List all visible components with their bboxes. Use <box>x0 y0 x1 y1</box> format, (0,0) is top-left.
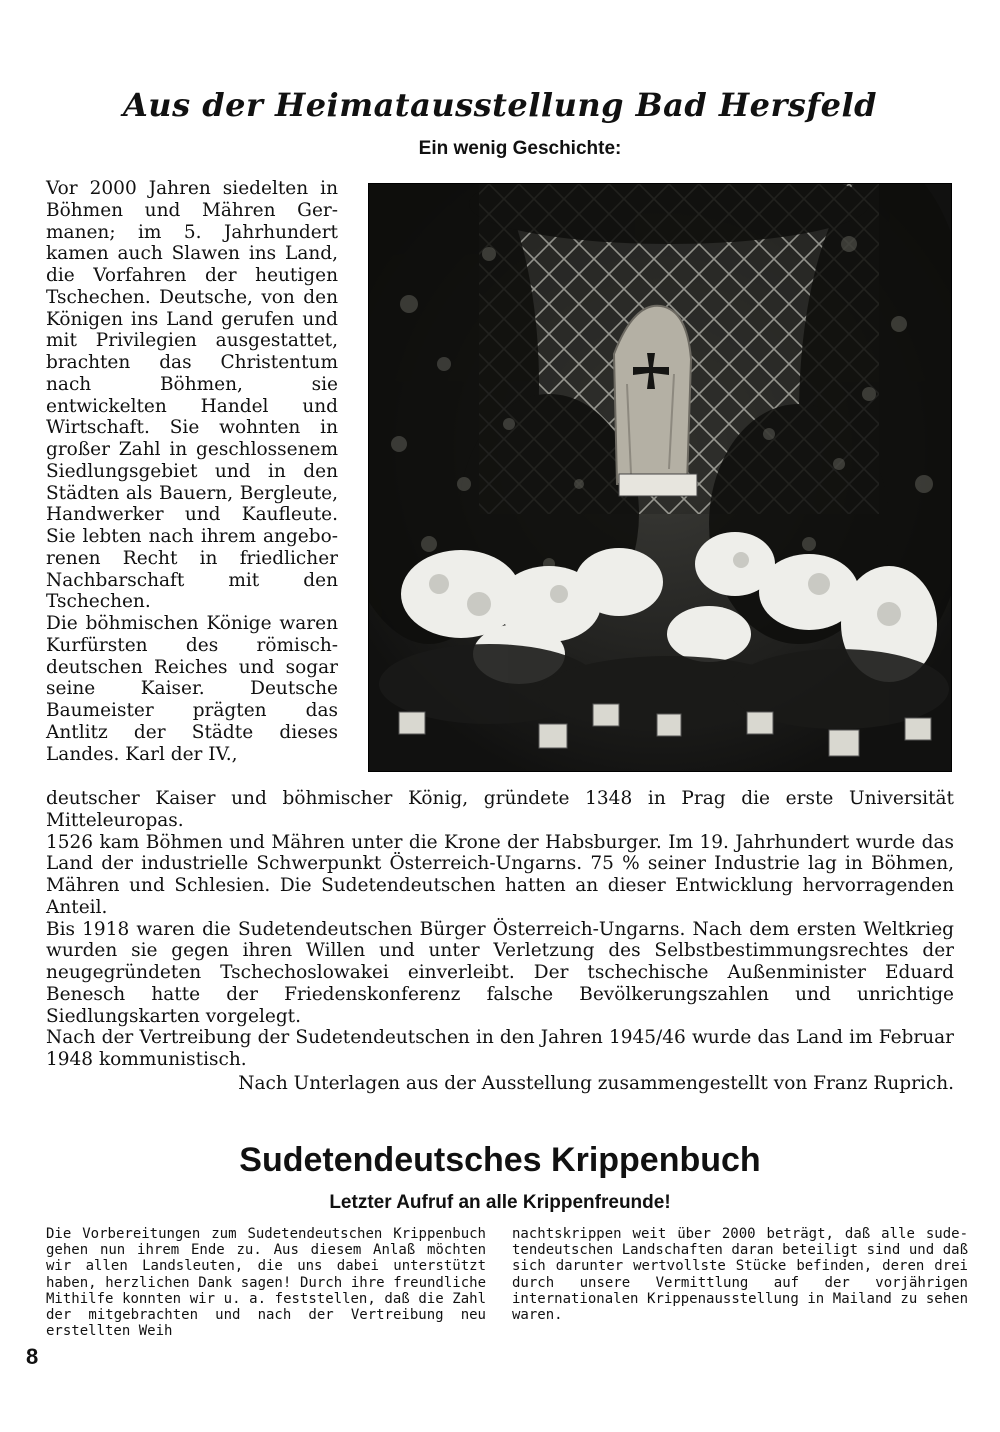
intro-column <box>46 178 338 765</box>
kings-paragraph-end: deutscher Kaiser und böhmischer König, gründete 1348 in Prag die erste Universität Mitteleuropas. <box>46 788 954 831</box>
habsburg-paragraph: 1526 kam Böhmen und Mähren unter die Krone der Habsburger. Im 19. Jahrhundert wurde das Land der industrielle Schwerpunkt Österreich-Ungarns. 75 % seiner Industrie lag in Böhmen, Mähren und Schlesien. Die Sudetendeutschen hatten an dieser Entwicklung hervorragenden Anteil. <box>46 831 954 918</box>
worldwar-paragraph: Bis 1918 waren die Sudetendeutschen Bürger Österreich-Ungarns. Nach dem ersten Weltkrieg wurden sie gegen ihren Willen und unter Verletzung des Selbstbestimmungsrechtes der neugegründeten Tschechoslowakei einverleibt. Der tschechische Außenminister Eduard Benesch hatte der Friedenskonferenz falsche Bevölkerungszahlen und unrichtige Siedlungskarten vorgelegt. <box>46 918 954 1027</box>
memorial-photo-graphic <box>369 184 951 771</box>
krippenbuch-column-left <box>46 1226 486 1339</box>
krippenbuch-text-left: Die Vorbereitungen zum Sudetendeutschen Krippenbuch gehen nun ihrem Ende zu. Aus diesem Anlaß möchten wir allen Landsleuten, die uns dabei unterstützt haben, herzlichen Dank sagen! Durch ihre freundliche Mithilfe konnten wir u. a. feststellen, daß die Zahl der mitgebrachten und nach der Vertreibung neu erstellten Weih <box>46 1226 486 1340</box>
article-body <box>46 788 954 1095</box>
page-number: 8 <box>26 1344 39 1369</box>
source-credit: Nach Unterlagen aus der Ausstellung zusammengestellt von Franz Ruprich. <box>238 1072 954 1094</box>
intro-paragraph: Vor 2000 Jahren siedelten in Böhmen und Mähren Germanen; im 5. Jahrhundert kamen auch Slawen ins Land, die Vorfahren der heutigen Tschechen. Deutsche, von den Königen ins Land gerufen und mit Privilegien ausgestattet, brachten das Christentum nach Böhmen, sie entwickelten Handel und Wirtschaft. Sie wohnten in großer Zahl in geschlossenem Siedlungsgebiet und in den Städten als Bauern, Bergleute, Handwerker und Kaufleute. Sie lebten nach ihrem angeborenen Recht in friedlicher Nachbarschaft mit den Tschechen. <box>46 178 338 613</box>
article-subtitle: Ein wenig Geschichte: <box>418 138 622 159</box>
memorial-plaque <box>619 474 697 496</box>
exhibition-photo <box>368 183 952 772</box>
expulsion-paragraph: Nach der Vertreibung der Sudetendeutschen in den Jahren 1945/46 wurde das Land im Februar 1948 kommunistisch. <box>46 1027 954 1070</box>
kings-paragraph-start: Die böhmischen Könige waren Kurfürsten des römisch-deutschen Reiches und sogar seine Kaiser. Deutsche Baumeister prägten das Antlitz der Städte dieses Landes. Karl der IV., <box>46 613 338 765</box>
krippenbuch-text-right: nachtskrippen weit über 2000 beträgt, daß alle sudetendeutschen Landschaften daran beteiligt sind und daß sich darunter wertvollste Stücke befinden, deren drei durch unsere Vermittlung auf der vorjährigen internationalen Krippenausstellung in Mailand zu sehen waren. <box>512 1226 968 1324</box>
krippenbuch-column-right <box>512 1226 968 1323</box>
krippenbuch-title: Sudetendeutsches Krippenbuch <box>239 1141 761 1179</box>
article-title: Aus der Heimatausstellung Bad Hersfeld <box>122 86 878 124</box>
krippenbuch-subtitle: Letzter Aufruf an alle Krippenfreunde! <box>329 1192 671 1213</box>
memorial-stone <box>614 306 691 484</box>
